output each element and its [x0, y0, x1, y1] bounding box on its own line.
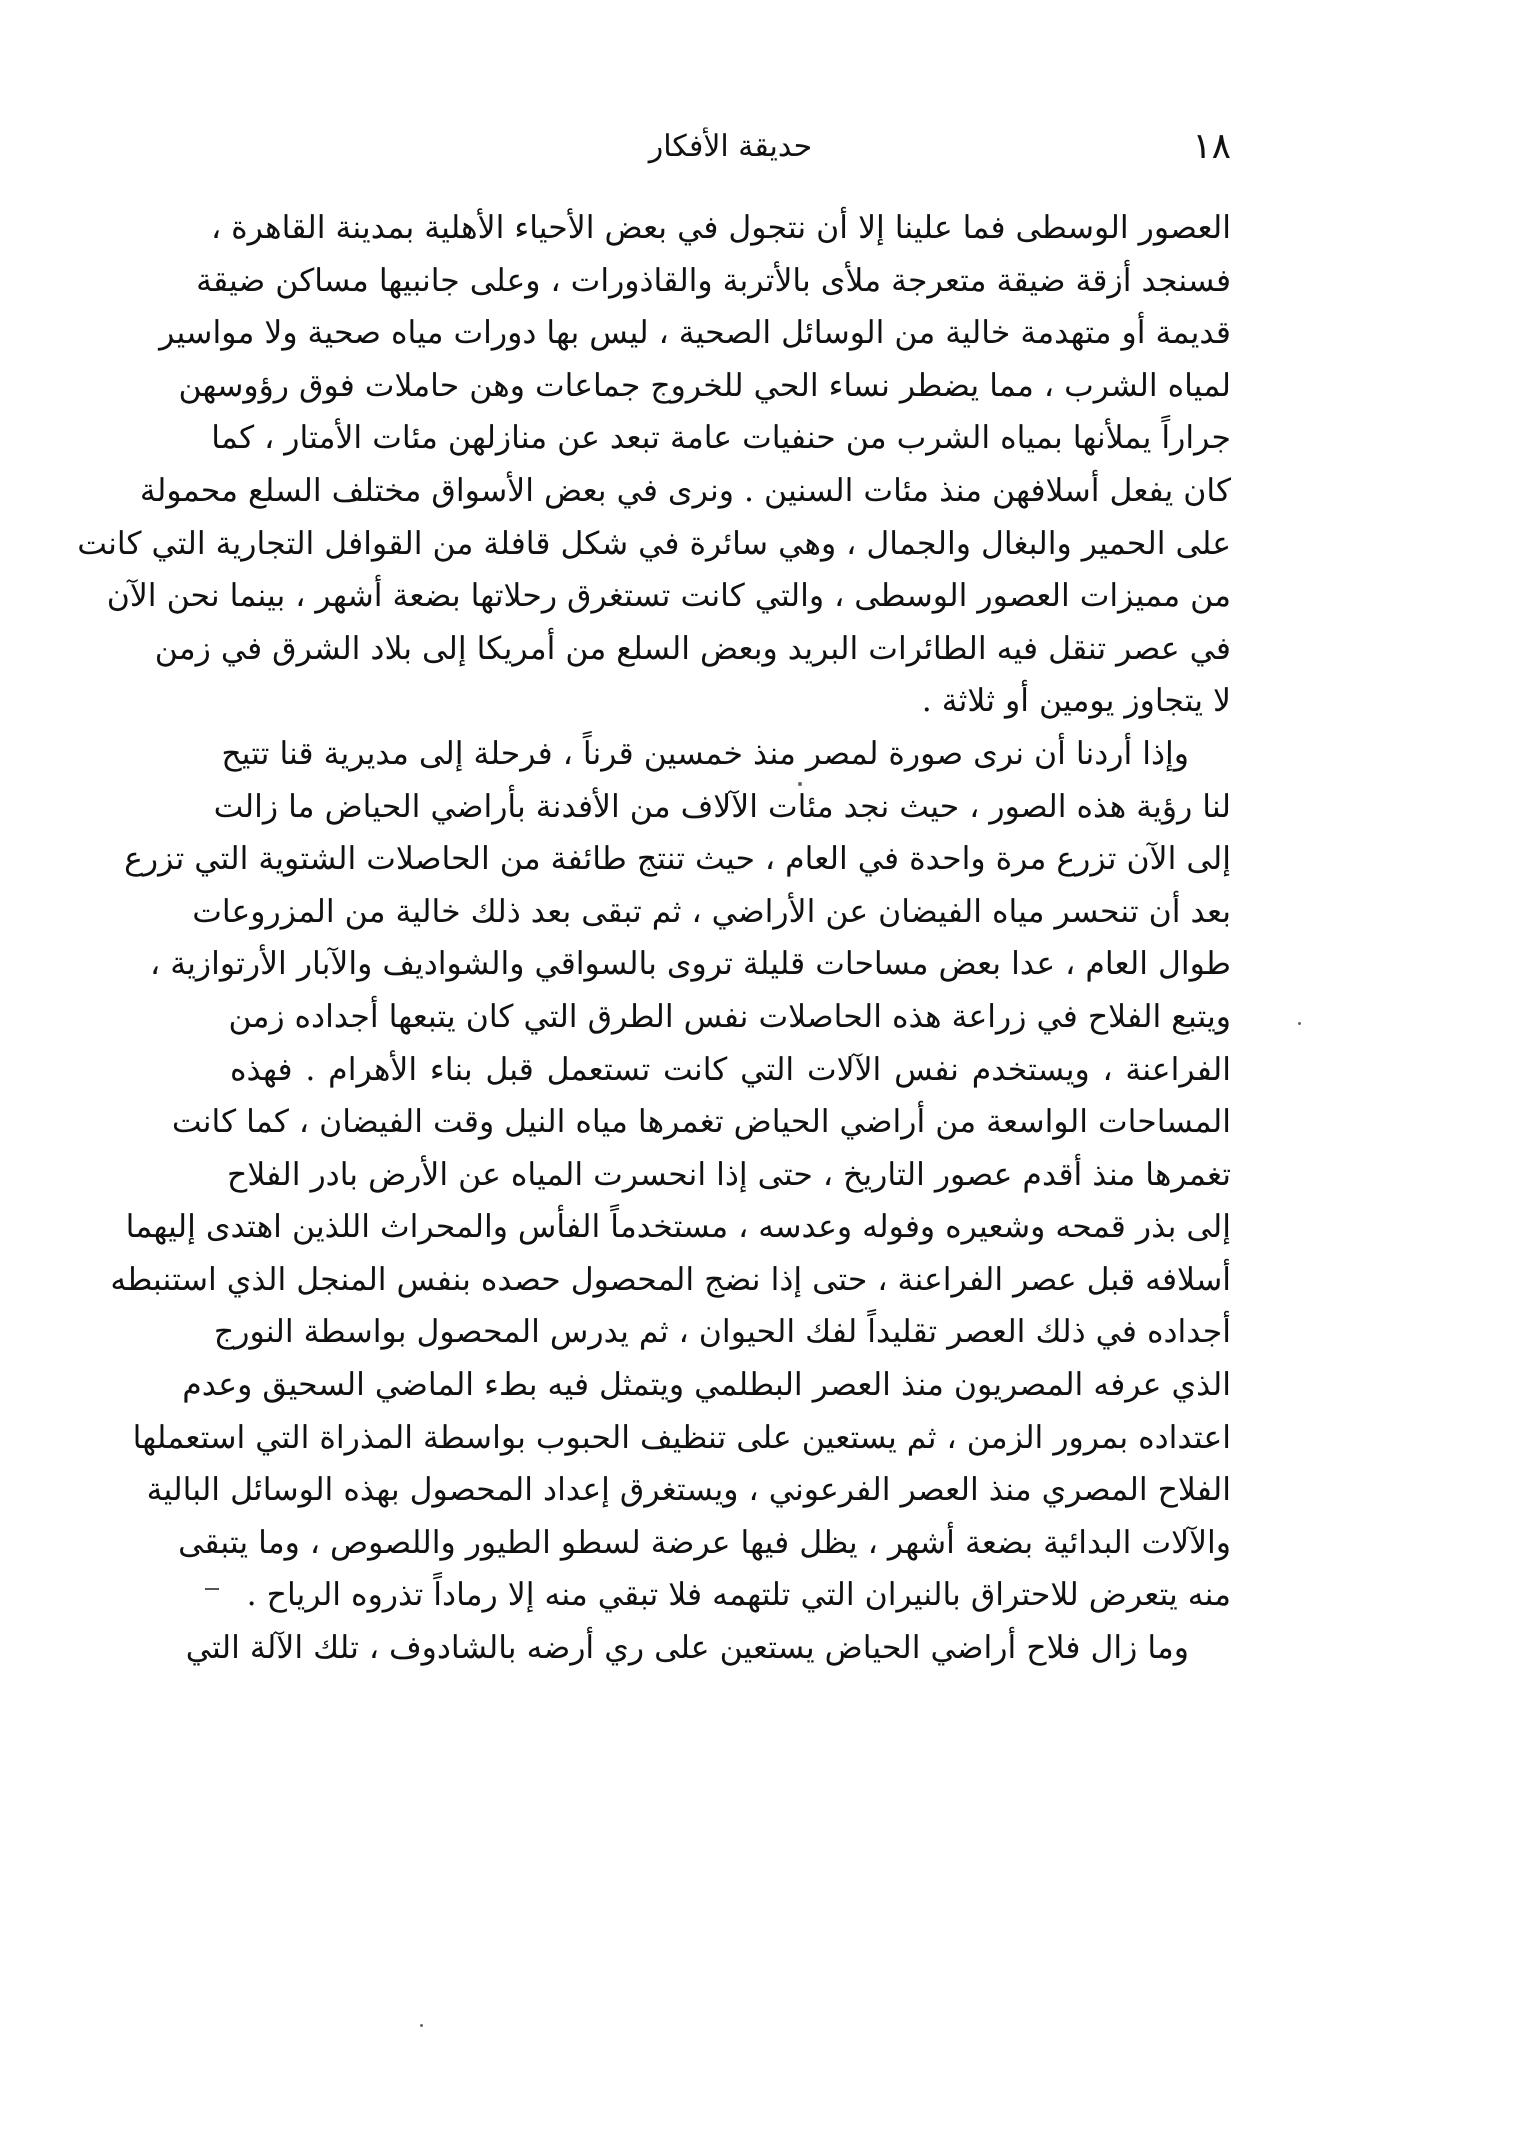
text-line: في عصر تنقل فيه الطائرات البريد وبعض السلع من أمريكا إلى بلاد الشرق في زمن: [154, 630, 1231, 667]
text-line: إلى الآن تزرع مرة واحدة في العام ، حيث تنتج طائفة من الحاصلات الشتوية التي تزرع: [124, 841, 1231, 878]
text-line: جراراً يملأنها بمياه الشرب من حنفيات عامة تبعد عن منازلهن مئات الأمتار ، كما: [211, 420, 1231, 457]
text-line: أسلافه قبل عصر الفراعنة ، حتى إذا نضج المحصول حصده بنفس المنجل الذي استنبطه: [110, 1261, 1231, 1298]
scan-speck: [1298, 1022, 1301, 1025]
margin-mark: [205, 1588, 219, 1590]
text-line: لمياه الشرب ، مما يضطر نساء الحي للخروج جماعات وهن حاملات فوق رؤوسهن: [178, 367, 1231, 404]
text-line: من مميزات العصور الوسطى ، والتي كانت تستغرق رحلاتها بضعة أشهر ، بينما نحن الآن: [106, 578, 1231, 615]
text-line: قديمة أو متهدمة خالية من الوسائل الصحية ، ليس بها دورات مياه صحية ولا مواسير: [159, 315, 1231, 352]
paragraph-1: [77, 202, 1231, 728]
running-title: حديقة الأفكار: [648, 129, 813, 164]
text-line: الذي عرفه المصريون منذ العصر البطلمي ويتمثل فيه بطء الماضي السحيق وعدم: [182, 1367, 1231, 1404]
text-line: فسنجد أزقة ضيقة متعرجة ملأى بالأتربة والقاذورات ، وعلى جانبيها مساكن ضيقة: [196, 262, 1231, 299]
text-line: لنا رؤية هذه الصور ، حيث نجد مئات الآلاف من الأفدنة بأراضي الحياض ما زالت: [213, 788, 1231, 825]
body-text: [77, 202, 1231, 1675]
page-number: ١٨: [1192, 126, 1231, 167]
text-line: كان يفعل أسلافهن منذ مئات السنين . ونرى في بعض الأسواق مختلف السلع محمولة: [139, 472, 1231, 509]
text-line: بعد أن تنحسر مياه الفيضان عن الأراضي ، ثم تبقى بعد ذلك خالية من المزروعات: [192, 893, 1231, 930]
text-line: ويتبع الفلاح في زراعة هذه الحاصلات نفس الطرق التي كان يتبعها أجداده زمن: [228, 998, 1231, 1035]
paragraph-3: [185, 1622, 1231, 1675]
text-line: إلى بذر قمحه وشعيره وفوله وعدسه ، مستخدماً الفأس والمحراث اللذين اهتدى إليهما: [125, 1209, 1231, 1246]
text-line: لا يتجاوز يومين أو ثلاثة .: [921, 683, 1231, 720]
text-line: والآلات البدائية بضعة أشهر ، يظل فيها عرضة لسطو الطيور واللصوص ، وما يتبقى: [178, 1524, 1231, 1561]
text-line: وإذا أردنا أن نرى صورة لمصر منذ خمسين قرناً ، فرحلة إلى مديرية قنا تتيح: [221, 735, 1189, 772]
text-line: الفراعنة ، ويستخدم نفس الآلات التي كانت تستعمل قبل بناء الأهرام . فهذه: [230, 1051, 1231, 1088]
paragraph-2: [110, 728, 1231, 1622]
text-line: العصور الوسطى فما علينا إلا أن نتجول في بعض الأحياء الأهلية بمدينة القاهرة ،: [210, 210, 1231, 246]
scan-speck: [798, 782, 802, 786]
text-line: وما زال فلاح أراضي الحياض يستعين على ري أرضه بالشادوف ، تلك الآلة التي: [185, 1630, 1189, 1667]
text-line: أجداده في ذلك العصر تقليداً لفك الحيوان ، ثم يدرس المحصول بواسطة النورج: [213, 1314, 1231, 1351]
text-line: الفلاح المصري منذ العصر الفرعوني ، ويستغرق إعداد المحصول بهذه الوسائل البالية: [146, 1472, 1231, 1509]
text-line: طوال العام ، عدا بعض مساحات قليلة تروى بالسواقي والشواديف والآبار الأرتوازية ،: [150, 946, 1231, 983]
text-line: منه يتعرض للاحتراق بالنيران التي تلتهمه فلا تبقي منه إلا رماداً تذروه الرياح .: [246, 1577, 1231, 1614]
text-line: على الحمير والبغال والجمال ، وهي سائرة في شكل قافلة من القوافل التجارية التي كانت: [77, 525, 1231, 562]
scan-speck: [420, 2024, 423, 2027]
text-line: تغمرها منذ أقدم عصور التاريخ ، حتى إذا انحسرت المياه عن الأرض بادر الفلاح: [227, 1156, 1231, 1193]
text-line: المساحات الواسعة من أراضي الحياض تغمرها مياه النيل وقت الفيضان ، كما كانت: [171, 1104, 1231, 1141]
page-header: [230, 122, 1231, 172]
text-line: اعتداده بمرور الزمن ، ثم يستعين على تنظيف الحبوب بواسطة المذراة التي استعملها: [132, 1419, 1231, 1456]
